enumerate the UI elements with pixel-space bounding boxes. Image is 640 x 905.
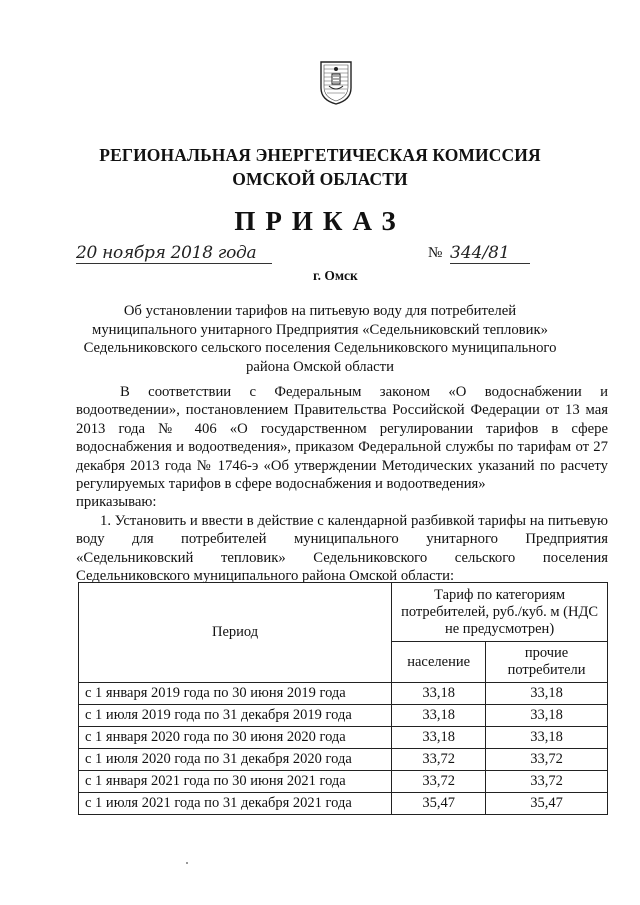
organization-name-line2: ОМСКОЙ ОБЛАСТИ <box>232 169 408 189</box>
order-word: приказываю: <box>76 494 157 511</box>
table-row <box>79 771 608 793</box>
row-population-value: 33,18 <box>392 705 486 727</box>
document-title: ПРИКАЗ <box>234 206 406 236</box>
document-body <box>76 383 608 585</box>
row-other-value: 33,18 <box>486 727 608 749</box>
row-population-value: 33,72 <box>392 749 486 771</box>
row-population-value: 33,72 <box>392 771 486 793</box>
table-row <box>79 705 608 727</box>
row-population-value: 35,47 <box>392 793 486 815</box>
table-row <box>79 727 608 749</box>
clause-1: 1. Установить и ввести в действие с календарной разбивкой тарифы на питьевую воду для потребителей муниципального унитарного Предприятия «Седельниковский тепловик» Седельниковского сельского поселения Седельниковского муниципального района Омской области: <box>76 512 608 585</box>
row-period: с 1 июля 2020 года по 31 декабря 2020 года <box>79 749 392 771</box>
row-period: с 1 января 2019 года по 30 июня 2019 года <box>79 683 392 705</box>
row-other-value: 33,18 <box>486 683 608 705</box>
table-row <box>79 749 608 771</box>
row-other-value: 33,72 <box>486 749 608 771</box>
document-date: 20 ноября 2018 года <box>76 243 272 264</box>
row-period: с 1 июля 2021 года по 31 декабря 2021 года <box>79 793 392 815</box>
omsk-coat-of-arms-icon <box>318 58 354 106</box>
row-population-value: 33,18 <box>392 727 486 749</box>
row-other-value: 35,47 <box>486 793 608 815</box>
row-period: с 1 июля 2019 года по 31 декабря 2019 года <box>79 705 392 727</box>
organization-name-line1: РЕГИОНАЛЬНАЯ ЭНЕРГЕТИЧЕСКАЯ КОМИССИЯ <box>99 145 541 165</box>
scan-speck <box>186 862 188 864</box>
document-city: г. Омск <box>313 268 358 283</box>
table-row <box>79 683 608 705</box>
header-period: Период <box>79 583 392 683</box>
header-population: население <box>392 642 486 683</box>
table-row <box>79 793 608 815</box>
number-label: № <box>428 245 443 261</box>
row-period: с 1 января 2020 года по 30 июня 2020 года <box>79 727 392 749</box>
row-other-value: 33,72 <box>486 771 608 793</box>
row-period: с 1 января 2021 года по 30 июня 2021 года <box>79 771 392 793</box>
tariff-table <box>78 582 608 815</box>
header-tariff: Тариф по категориям потребителей, руб./куб. м (НДС не предусмотрен) <box>392 583 608 642</box>
document-subject: Об установлении тарифов на питьевую воду для потребителей муниципального унитарного Предприятия «Седельниковский тепловик» Седельниковского сельского поселения Седельниковского муниципального района Омской области <box>83 303 557 375</box>
row-other-value: 33,18 <box>486 705 608 727</box>
preamble-paragraph: В соответствии с Федеральным законом «О водоснабжении и водоотведении», постановлением Правительства Российской Федерации от 13 мая 2013 года № 406 «О государственном регулировании тарифов в сфере водоснабжения и водоотведения», приказом Федеральной службы по тарифам от 27 декабря 2013 года № 1746-э «Об утверждении Методических указаний по расчету регулируемых тарифов в сфере водоснабжения и водоотведения» <box>76 384 608 493</box>
row-population-value: 33,18 <box>392 683 486 705</box>
header-other-consumers: прочие потребители <box>486 642 608 683</box>
document-number: 344/81 <box>450 243 530 264</box>
